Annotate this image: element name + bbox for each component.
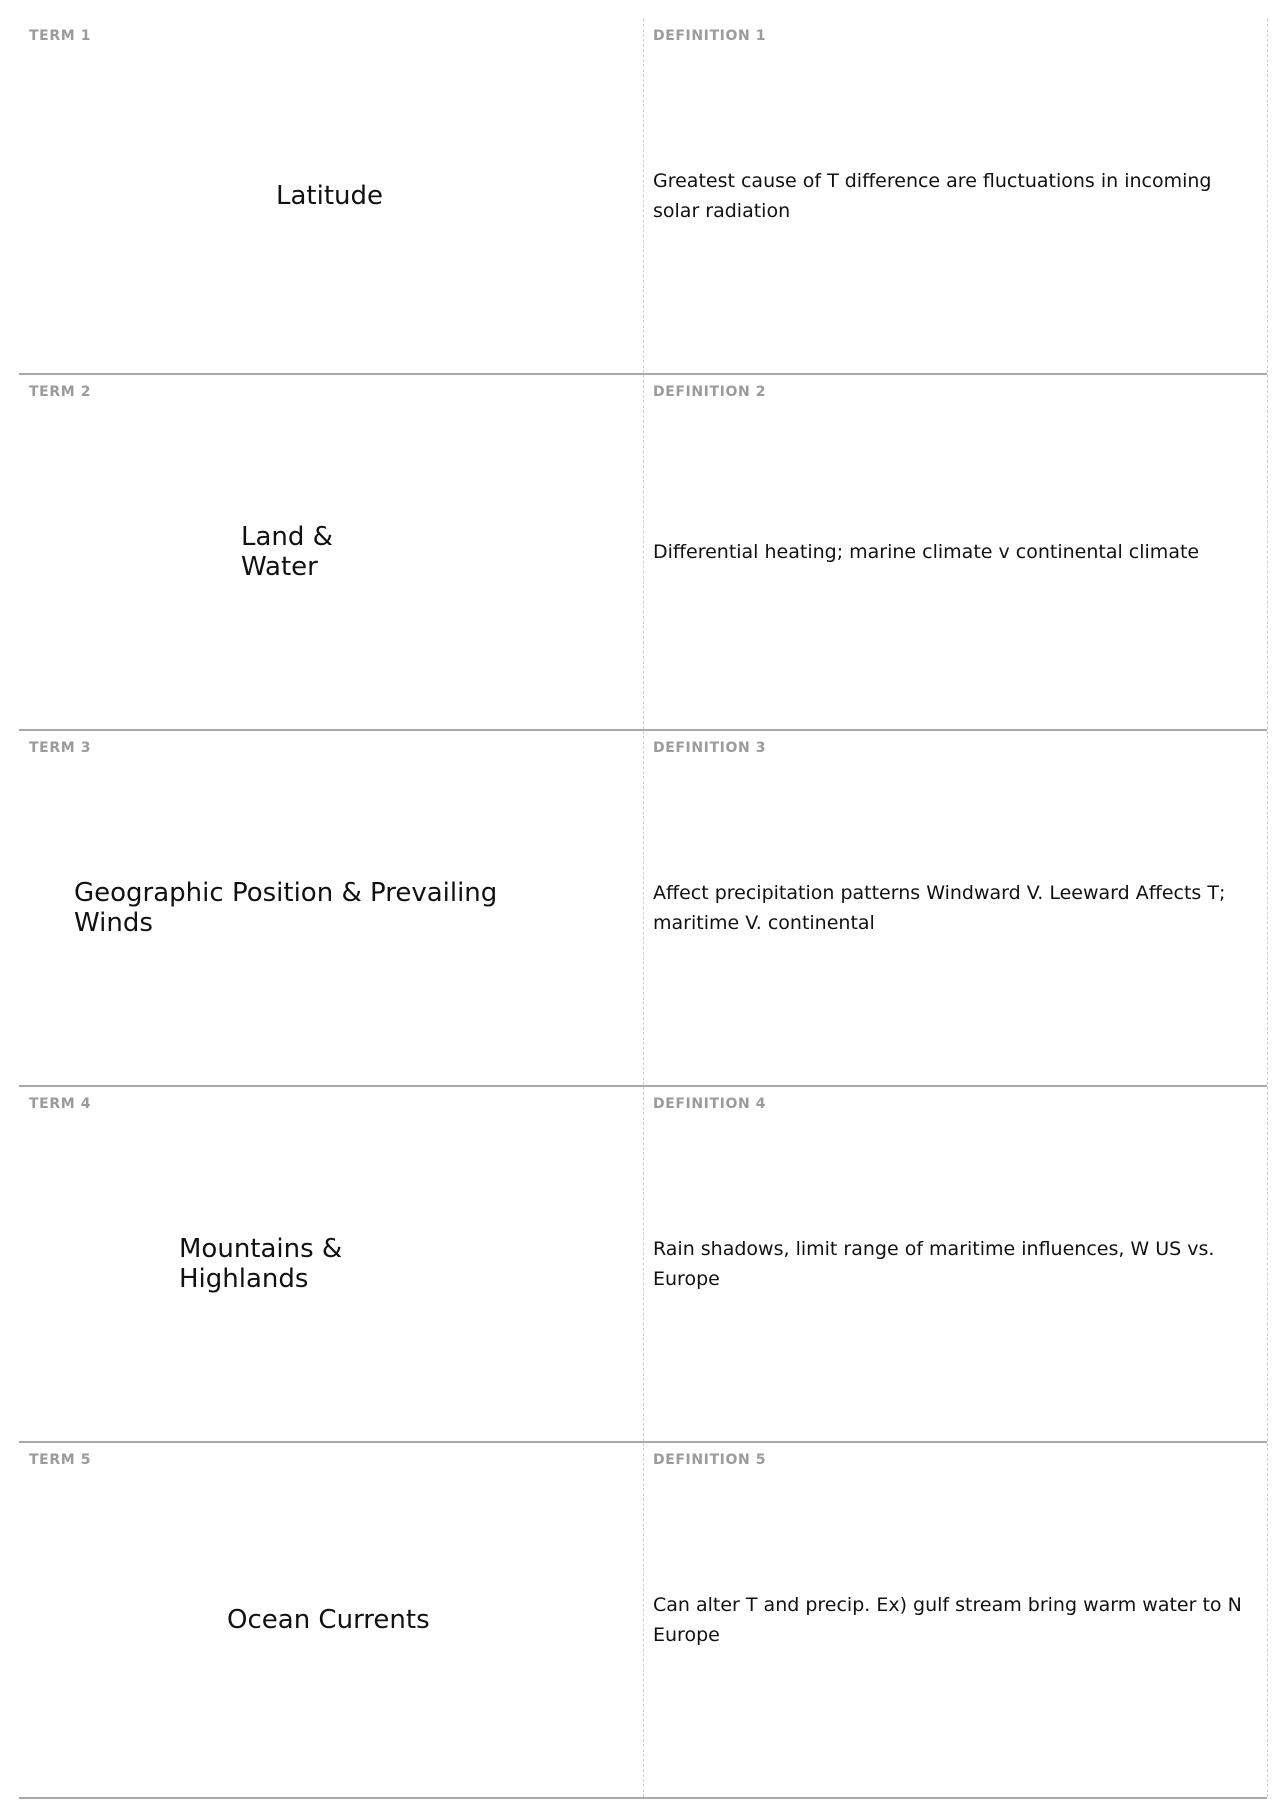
term-label: TERM 4 [29,1096,92,1112]
term-label: TERM 3 [29,740,92,756]
term-line: Land & [241,522,333,552]
term-text [179,1234,342,1294]
term-line: Highlands [179,1264,309,1294]
term-line: Mountains & [179,1234,343,1264]
term-cell [19,731,644,1085]
definition-label: DEFINITION 2 [653,384,767,400]
definition-text: Rain shadows, limit range of maritime influences, W US vs. Europe [653,1238,1215,1290]
definition-text: Affect precipitation patterns Windward V. Leeward Affects T; maritime V. continental [653,882,1226,934]
definition-label: DEFINITION 4 [653,1096,767,1112]
definition-cell [643,1087,1268,1441]
term-label: TERM 2 [29,384,92,400]
term-cell [19,19,644,373]
definition-label: DEFINITION 3 [653,740,767,756]
definition-cell [643,1443,1268,1797]
term-cell [19,375,644,729]
definition-text: Differential heating; marine climate v continental climate [653,541,1200,563]
flashcard-row [19,731,1267,1087]
definition-cell [643,731,1268,1085]
term-line: Geographic Position & Prevailing [74,878,498,908]
flashcard-row [19,1443,1267,1799]
definition-cell [643,375,1268,729]
definition-label: DEFINITION 5 [653,1452,767,1468]
definition-text: Can alter T and precip. Ex) gulf stream bring warm water to N Europe [653,1594,1242,1646]
term-line: Ocean Currents [227,1605,430,1635]
term-text [227,1605,430,1635]
term-line: Winds [74,908,153,938]
term-text [241,522,333,582]
flashcard-row [19,1087,1267,1443]
term-label: TERM 1 [29,28,92,44]
term-cell [19,1443,644,1797]
term-label: TERM 5 [29,1452,92,1468]
flashcard-sheet [19,19,1267,1802]
term-text [74,878,497,938]
definition-text: Greatest cause of T difference are fluctuations in incoming solar radiation [653,170,1212,222]
definition-cell [643,19,1268,373]
definition-label: DEFINITION 1 [653,28,767,44]
term-text [276,181,383,211]
term-line: Water [241,552,318,582]
term-cell [19,1087,644,1441]
flashcard-row [19,375,1267,731]
flashcard-row [19,19,1267,375]
term-line: Latitude [276,181,384,211]
